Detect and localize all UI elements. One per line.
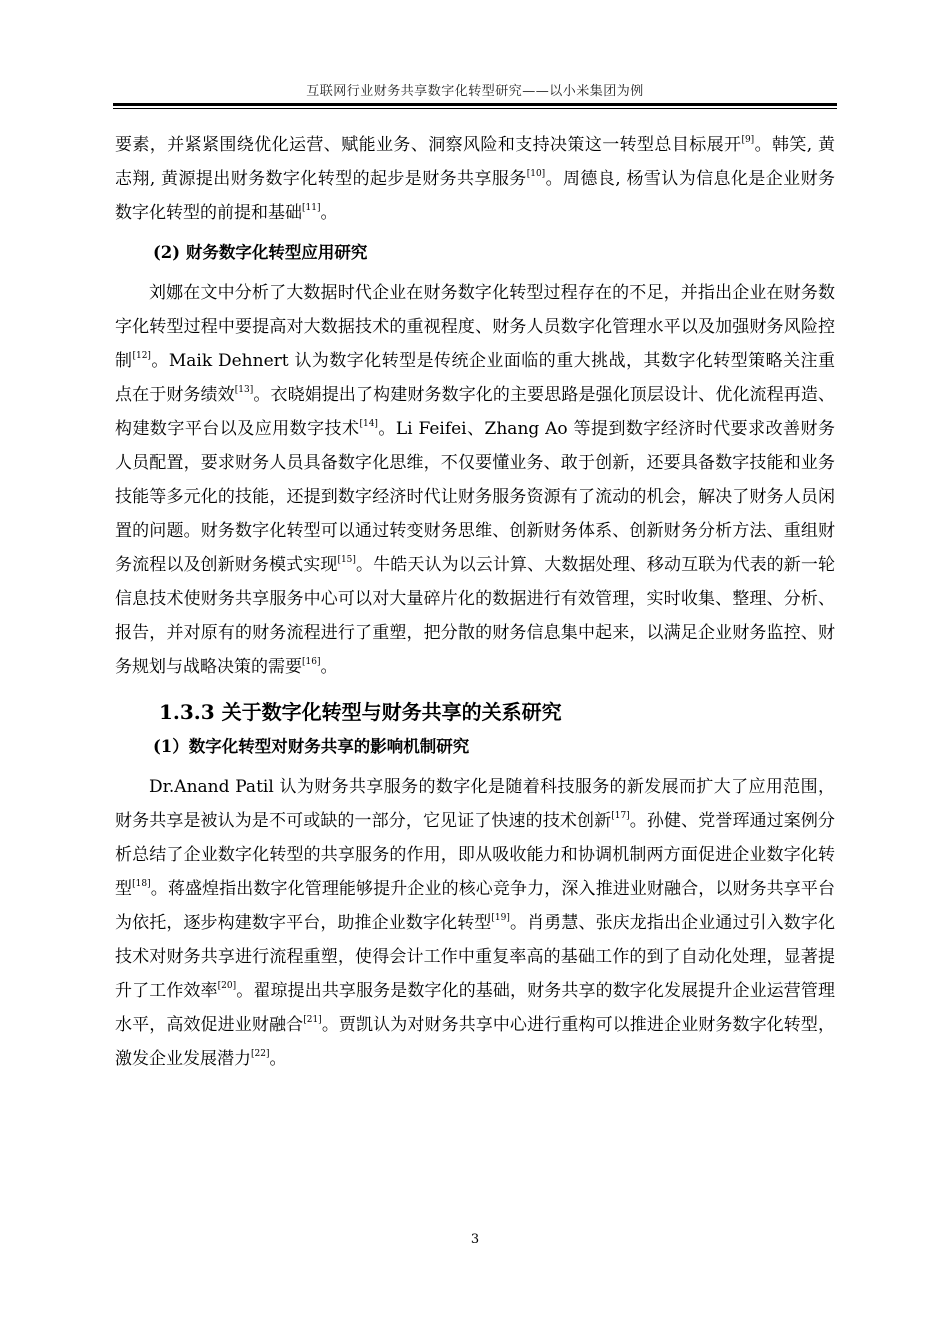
running-header: 互联网行业财务共享数字化转型研究——以小米集团为例 bbox=[306, 84, 644, 99]
paragraph-text: 。Maik Dehnert 认为数字化转型是传统企业面临的重大挑战，其数字化转型策略关注重点在于财务绩效 bbox=[115, 351, 835, 405]
citation-marker: [15] bbox=[337, 555, 356, 565]
citation-marker: [12] bbox=[132, 351, 151, 361]
subsection-heading: (1）数字化转型对财务共享的影响机制研究 bbox=[153, 737, 470, 756]
citation-marker: [14] bbox=[359, 419, 378, 429]
paragraph-text: 。 bbox=[320, 657, 338, 677]
citation-marker: [20] bbox=[217, 981, 237, 991]
header-rule-thick bbox=[113, 103, 837, 106]
paragraph-text: 。牛皓天认为以云计算、大数据处理、移动互联为代表的新一轮信息技术使财务共享服务中心可以对大量碎片化的数据进行有效管理，实时收集、整理、分析、报告，并对原有的财务流程进行了重塑，把分散的财务信息集中起来，以满足企业财务监控、财务规划与战略决策的需要 bbox=[115, 555, 836, 677]
header-rule-thin bbox=[113, 108, 837, 109]
subsection-heading: (2) 财务数字化转型应用研究 bbox=[153, 243, 368, 262]
body-paragraph bbox=[115, 276, 835, 684]
paragraph-text: 。孙健、党誉珲通过案例分析总结了企业数字化转型的共享服务的作用，即从吸收能力和协调机制两方面促进企业数字化转型 bbox=[115, 811, 836, 899]
page-number: 3 bbox=[470, 1232, 480, 1247]
paragraph-text: 。 bbox=[269, 1049, 287, 1069]
paragraph-text: 。Li Feifei、Zhang Ao 等提到数字经济时代要求改善财务人员配置，要求财务人员具备数字化思维，不仅要懂业务、敢于创新，还要具备数字技能和业务技能等多元化的技能，还提到数字经济时代让财务服务资源有了流动的机会，解决了财务人员闲置的问题。财务数字化转型可以通过转变财务思维、创新财务体系、创新财务分析方法、重组财务流程以及创新财务模式实现 bbox=[115, 419, 835, 575]
paragraph-text: 。 bbox=[320, 203, 338, 223]
paragraph-text: 。翟琼提出共享服务是数字化的基础，财务共享的数字化发展提升企业运营管理水平，高效促进业财融合 bbox=[115, 981, 836, 1035]
paragraph-text: 。韩笑, 黄志翔, 黄源提出财务数字化转型的起步是财务共享服务 bbox=[115, 135, 835, 189]
paragraph-text: 。衣晓娟提出了构建财务数字化的主要思路是强化顶层设计、优化流程再造、构建数字平台以及应用数字技术 bbox=[115, 385, 836, 439]
citation-marker: [22] bbox=[251, 1049, 270, 1059]
document-body bbox=[115, 128, 835, 1076]
citation-marker: [16] bbox=[302, 657, 321, 667]
citation-marker: [11] bbox=[302, 203, 321, 213]
citation-marker: [9] bbox=[741, 135, 755, 145]
paragraph-text: 。周德良, 杨雪认为信息化是企业财务数字化转型的前提和基础 bbox=[115, 169, 835, 223]
body-paragraph bbox=[115, 128, 835, 230]
paragraph-text: Dr.Anand Patil 认为财务共享服务的数字化是随着科技服务的新发展而扩大了应用范围，财务共享是被认为是不可或缺的一部分，它见证了快速的技术创新 bbox=[115, 777, 835, 831]
citation-marker: [18] bbox=[132, 879, 151, 889]
citation-marker: [21] bbox=[303, 1015, 322, 1025]
citation-marker: [17] bbox=[611, 811, 630, 821]
body-paragraph bbox=[115, 770, 835, 1076]
paragraph-text: 。蒋盛煌指出数字化管理能够提升企业的核心竞争力，深入推进业财融合，以财务共享平台为依托，逐步构建数字平台，助推企业数字化转型 bbox=[115, 879, 836, 933]
paragraph-text: 刘娜在文中分析了大数据时代企业在财务数字化转型过程存在的不足，并指出企业在财务数字化转型过程中要提高对大数据技术的重视程度、财务人员数字化管理水平以及加强财务风险控制 bbox=[115, 283, 835, 371]
citation-marker: [19] bbox=[491, 913, 510, 923]
paragraph-text: 。贾凯认为对财务共享中心进行重构可以推进企业财务数字化转型，激发企业发展潜力 bbox=[115, 1015, 836, 1069]
citation-marker: [13] bbox=[234, 385, 254, 395]
section-heading: 1.3.3 关于数字化转型与财务共享的关系研究 bbox=[159, 700, 562, 724]
paragraph-text: 。肖勇慧、张庆龙指出企业通过引入数字化技术对财务共享进行流程重塑，使得会计工作中重复率高的基础工作的到了自动化处理，显著提升了工作效率 bbox=[115, 913, 835, 1001]
paragraph-text: 要素，并紧紧围绕优化运营、赋能业务、洞察风险和支持决策这一转型总目标展开 bbox=[115, 135, 742, 155]
citation-marker: [10] bbox=[526, 169, 546, 179]
